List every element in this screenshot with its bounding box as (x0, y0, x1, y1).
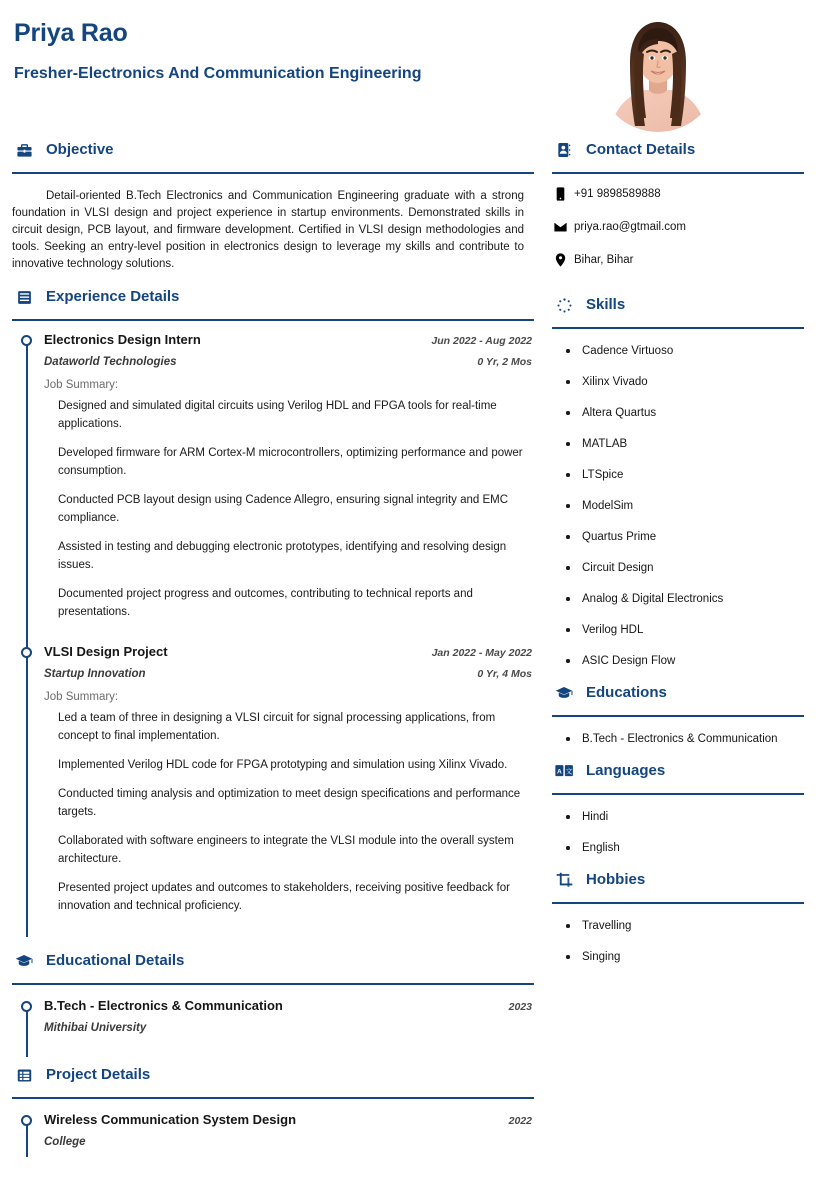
left-column (0, 130, 540, 1161)
experience-timeline (10, 321, 532, 937)
hobbies-title: Hobbies (586, 871, 646, 888)
hobby-item: Singing (562, 949, 800, 965)
contact-card-icon (554, 140, 574, 160)
section-educational-details (10, 941, 532, 1051)
skill-item: LTSpice (562, 467, 800, 483)
briefcase-icon (14, 140, 34, 160)
svg-text:文: 文 (564, 768, 572, 776)
envelope-icon (554, 220, 567, 235)
contact-phone-value: +91 9898589888 (574, 188, 661, 200)
educations-heading (550, 673, 800, 709)
timeline-line (26, 1125, 28, 1157)
skill-item: ASIC Design Flow (562, 653, 800, 669)
experience-bullet: Implemented Verilog HDL code for FPGA prototyping and simulation using Xilinx Vivado. (58, 759, 508, 771)
objective-text: Detail-oriented B.Tech Electronics and Communication Engineering graduate with a strong foundation in VLSI design and project experience in startup environments. Demonstrated skills in circuit design, PCB layout, and firmware development. Certified in VLSI design methodologies and tools. Seeking an entry-level position in electronics design to leverage my skills and contribute to innovative technology solutions. (12, 190, 524, 270)
skills-list (550, 329, 800, 669)
project-details-title: Project Details (46, 1066, 151, 1083)
objective-heading (10, 130, 532, 166)
graduation-cap-icon (14, 951, 34, 971)
education-timeline (10, 985, 532, 1051)
section-hobbies (550, 860, 800, 965)
contact-heading (550, 130, 800, 166)
experience-title: Experience Details (46, 288, 180, 305)
candidate-headline: Fresher-Electronics And Communication Engineering (14, 65, 422, 82)
hobbies-heading (550, 860, 800, 896)
skill-item: Xilinx Vivado (562, 374, 800, 390)
educational-details-heading (10, 941, 532, 977)
contact-phone[interactable] (554, 186, 800, 202)
timeline-line (26, 345, 28, 649)
skills-title: Skills (586, 296, 626, 313)
contact-email[interactable] (554, 219, 800, 235)
phone-icon (554, 187, 567, 202)
dotted-circle-icon (554, 295, 574, 315)
timeline-dot-icon (21, 1115, 32, 1126)
experience-bullet: Presented project updates and outcomes to stakeholders, receiving positive feedback for innovation and technical proficiency. (58, 882, 510, 912)
experience-dates: Jan 2022 - May 2022 (431, 647, 532, 659)
experience-company: Dataworld Technologies (44, 356, 177, 368)
languages-title: Languages (586, 762, 666, 779)
right-column (540, 130, 836, 969)
contact-email-value: priya.rao@gtmail.com (574, 221, 687, 233)
project-year: 2022 (508, 1115, 532, 1127)
timeline-line (26, 1011, 28, 1057)
languages-heading (550, 751, 800, 787)
project-organisation: College (44, 1136, 86, 1148)
crop-icon (554, 870, 574, 890)
section-contact (550, 130, 800, 268)
job-summary-label: Job Summary: (44, 691, 119, 703)
skill-item: Quartus Prime (562, 529, 800, 545)
experience-bullets (44, 709, 532, 915)
experience-duration: 0 Yr, 4 Mos (477, 668, 532, 680)
skill-item: Verilog HDL (562, 622, 800, 638)
contact-title: Contact Details (586, 141, 696, 158)
experience-bullets (44, 397, 532, 621)
section-languages (550, 751, 800, 856)
experience-bullet: Documented project progress and outcomes, contributing to technical reports and presentations. (58, 588, 473, 618)
experience-role: Electronics Design Intern (44, 332, 201, 347)
languages-list (550, 795, 800, 856)
education-degree: B.Tech - Electronics & Communication (44, 998, 283, 1013)
experience-item (10, 643, 532, 937)
timeline-line (26, 657, 28, 937)
list-box-icon (14, 1065, 34, 1085)
education-institute: Mithibai University (44, 1022, 147, 1034)
experience-bullet: Collaborated with software engineers to integrate the VLSI module into the overall system architecture. (58, 835, 514, 865)
experience-bullet: Designed and simulated digital circuits using Verilog HDL and FPGA tools for real-time applications. (58, 400, 497, 430)
hobbies-list (550, 904, 800, 965)
contact-list (550, 174, 800, 268)
timeline-dot-icon (21, 1001, 32, 1012)
contact-location[interactable] (554, 252, 800, 268)
book-icon (14, 287, 34, 307)
experience-heading (10, 277, 532, 313)
skill-item: MATLAB (562, 436, 800, 452)
graduation-cap-icon (554, 683, 574, 703)
svg-text:A: A (556, 768, 562, 776)
language-item: English (562, 840, 800, 856)
education-item (10, 997, 532, 1051)
education-list-item: B.Tech - Electronics & Communication (562, 731, 800, 747)
experience-bullet: Assisted in testing and debugging electronic prototypes, identifying and resolving design issues. (58, 541, 507, 571)
objective-title: Objective (46, 141, 114, 158)
section-educations (550, 673, 800, 747)
candidate-name: Priya Rao (14, 19, 128, 47)
experience-bullet: Led a team of three in designing a VLSI circuit for signal processing applications, from concept to final implementation. (58, 712, 496, 742)
skill-item: Circuit Design (562, 560, 800, 576)
project-item (10, 1111, 532, 1157)
experience-role: VLSI Design Project (44, 644, 168, 659)
skill-item: ModelSim (562, 498, 800, 514)
experience-item (10, 331, 532, 643)
skill-item: Analog & Digital Electronics (562, 591, 800, 607)
experience-company: Startup Innovation (44, 668, 146, 680)
timeline-dot-icon (21, 647, 32, 658)
project-name: Wireless Communication System Design (44, 1112, 297, 1127)
language-item: Hindi (562, 809, 800, 825)
education-year: 2023 (508, 1001, 532, 1013)
section-experience (10, 277, 532, 937)
educations-list (550, 717, 800, 747)
section-skills (550, 285, 800, 669)
experience-dates: Jun 2022 - Aug 2022 (431, 335, 532, 347)
experience-bullet: Conducted PCB layout design using Cadence Allegro, ensuring signal integrity and EMC compliance. (58, 494, 509, 524)
location-pin-icon (554, 253, 567, 268)
profile-photo (597, 10, 719, 132)
skills-heading (550, 285, 800, 321)
experience-bullet: Developed firmware for ARM Cortex-M microcontrollers, optimizing performance and power consumption. (58, 447, 523, 477)
experience-bullet: Conducted timing analysis and optimization to meet design specifications and performance targets. (58, 788, 521, 818)
project-timeline (10, 1099, 532, 1157)
contact-location-value: Bihar, Bihar (574, 254, 634, 266)
section-objective (10, 130, 532, 273)
job-summary-label: Job Summary: (44, 379, 119, 391)
project-details-heading (10, 1055, 532, 1091)
educations-title: Educations (586, 684, 667, 701)
skill-item: Altera Quartus (562, 405, 800, 421)
section-project-details (10, 1055, 532, 1157)
resume-header (0, 0, 836, 130)
hobby-item: Travelling (562, 918, 800, 934)
resume-body (0, 130, 836, 1161)
timeline-dot-icon (21, 335, 32, 346)
skill-item: Cadence Virtuoso (562, 343, 800, 359)
experience-duration: 0 Yr, 2 Mos (477, 356, 532, 368)
educational-details-title: Educational Details (46, 952, 185, 969)
translate-icon (554, 761, 574, 781)
